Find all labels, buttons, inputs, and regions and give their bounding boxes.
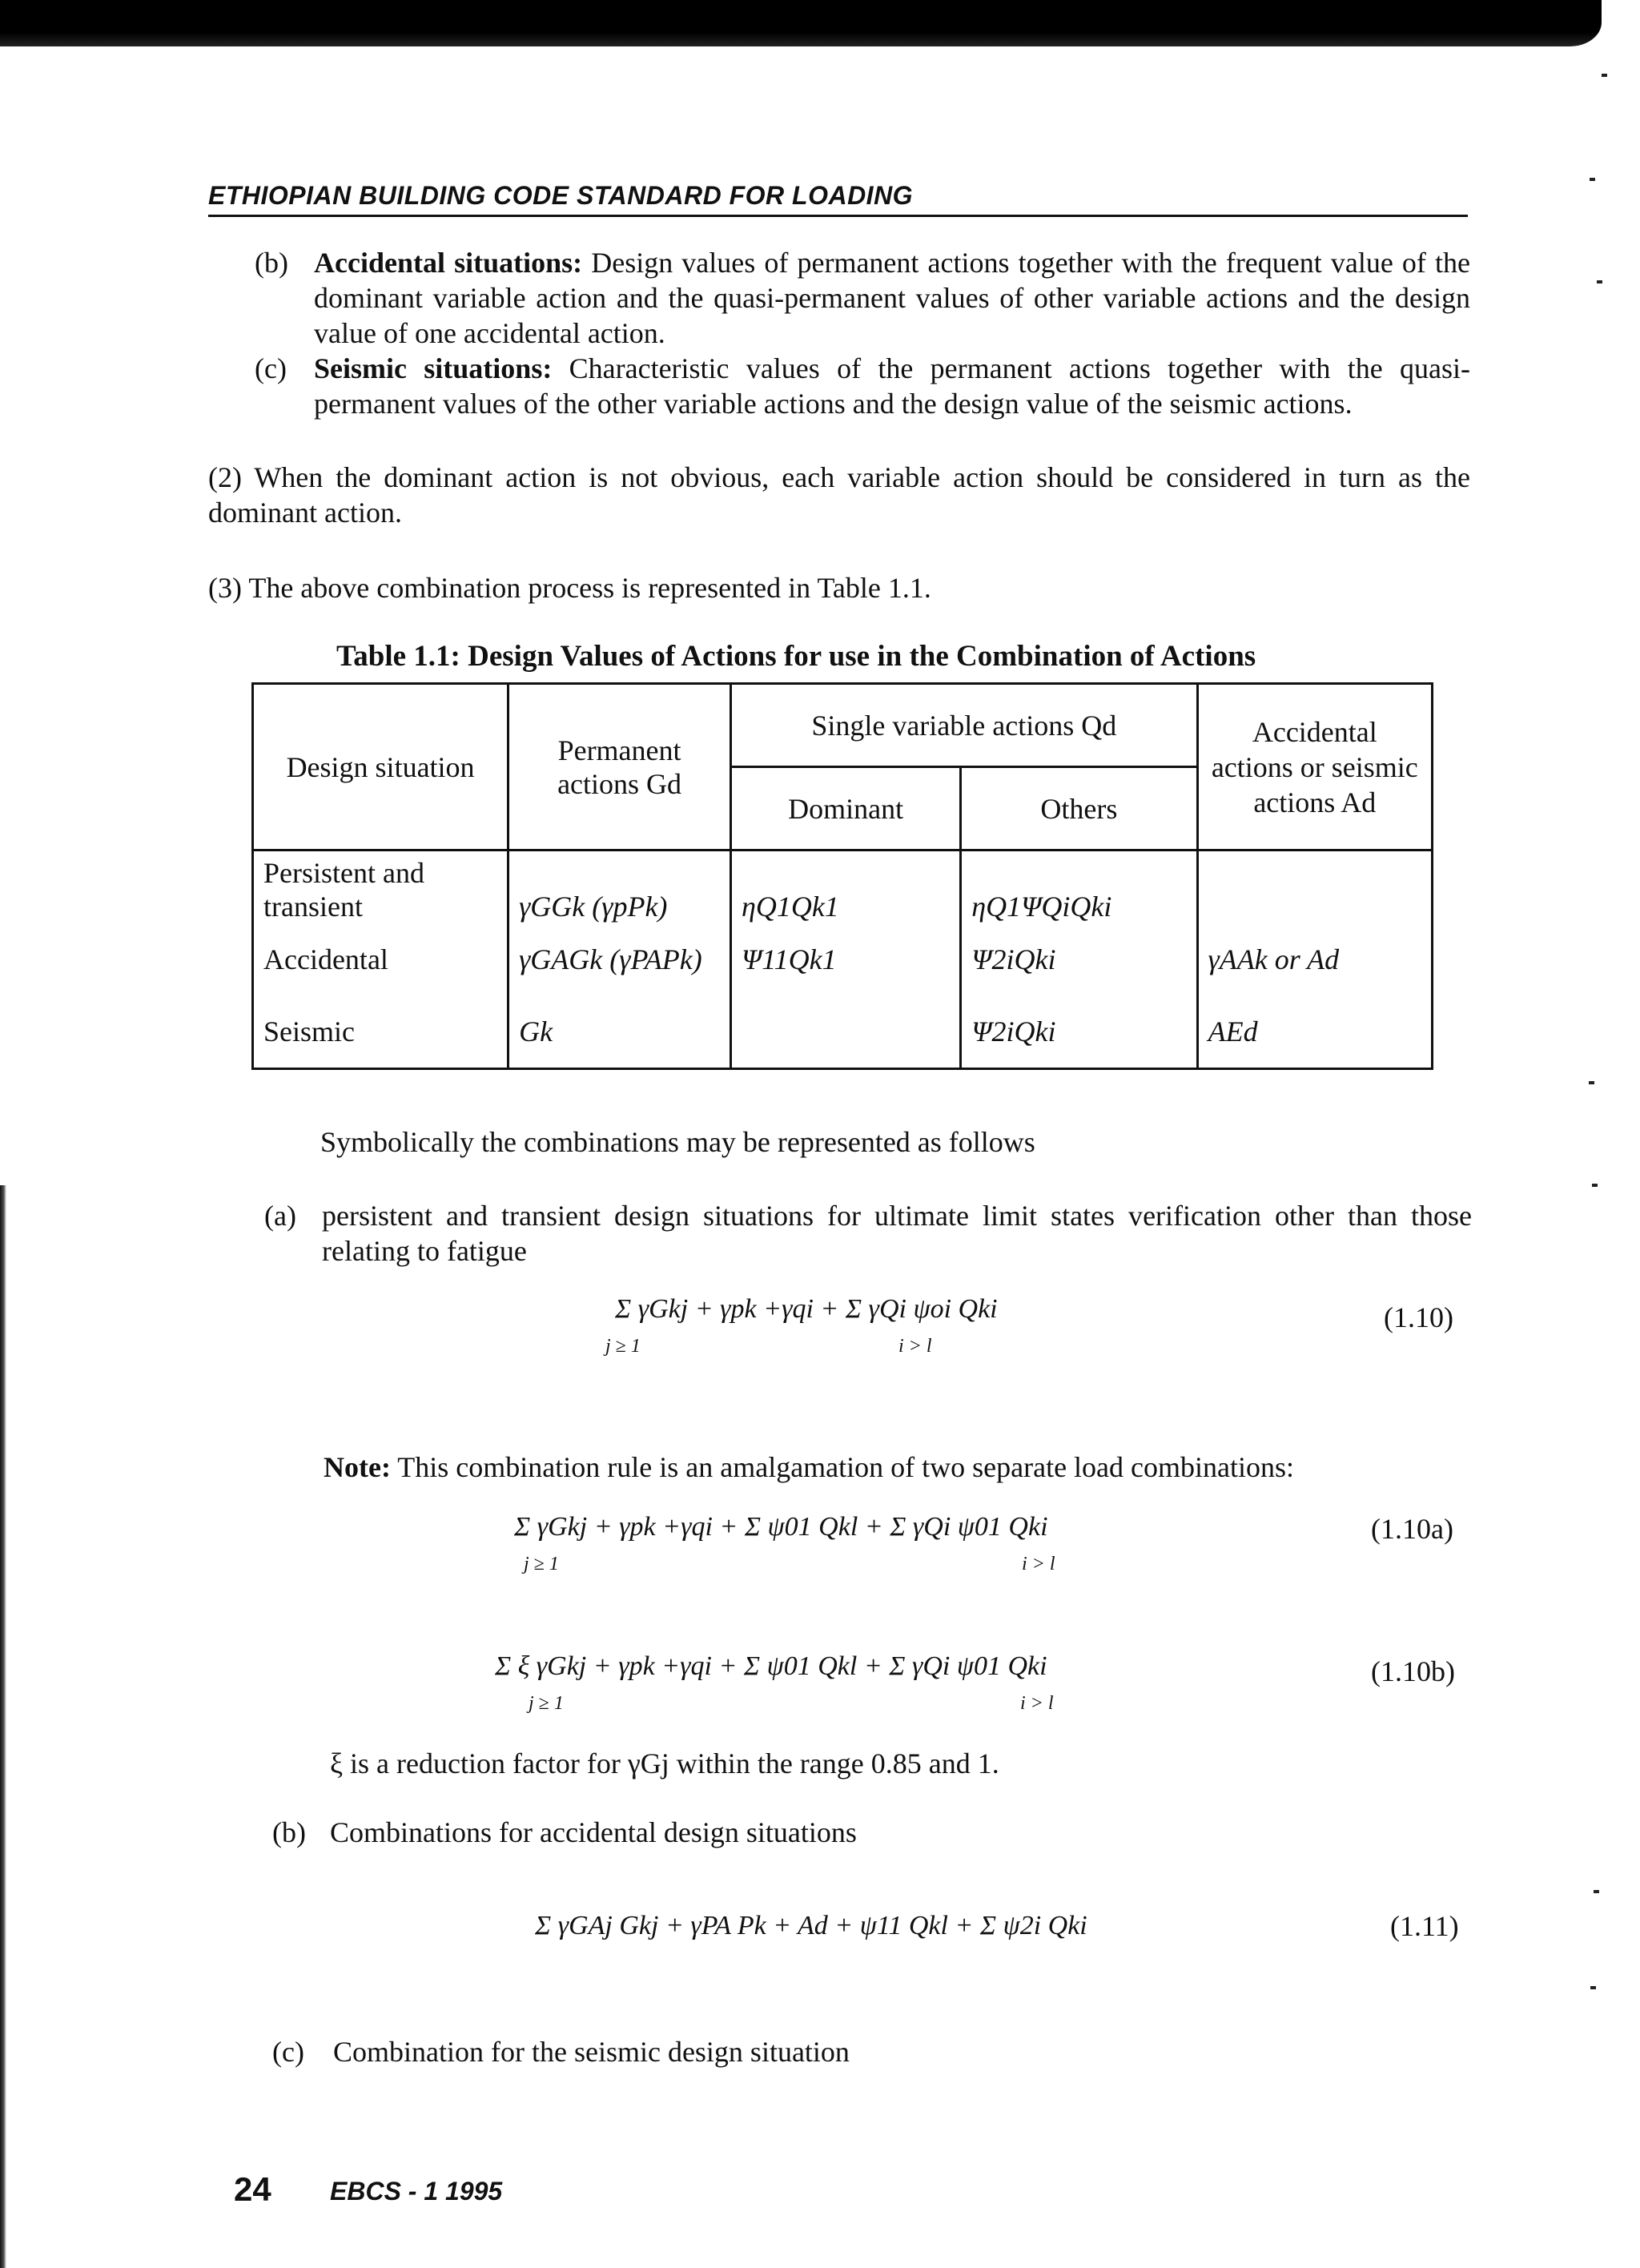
header-others: Others: [961, 767, 1197, 850]
page-number: 24: [234, 2170, 271, 2208]
seismic-situations-text: Characteristic values of the permanent actions together with the quasi-permanent values of the other variable actions and the design value of the seismic actions.: [314, 352, 1470, 420]
dominant-seismic: [742, 995, 950, 1068]
item-label-a: (a): [264, 1200, 296, 1232]
scan-speck: [1597, 280, 1602, 284]
xi-definition: ξ is a reduction factor for γGj within the range 0.85 and 1.: [330, 1747, 999, 1779]
accidental-situations-text: Design values of permanent actions together with the frequent value of the dominant variable action and the quasi-permanent values of other variable actions and the design value of one accidental action.: [314, 247, 1471, 349]
dominant-persistent: ηQ1Qk1: [741, 891, 839, 923]
permanent-persistent: γGGk (γpPk): [519, 891, 668, 923]
item-label-b: (b): [255, 247, 288, 279]
header-dominant: Dominant: [730, 767, 960, 850]
row-persistent-transient: Persistent and transient: [263, 857, 424, 923]
note-text: This combination rule is an amalgamation of two separate load combinations:: [390, 1451, 1295, 1483]
equation-number-1-10b: (1.10b): [1371, 1655, 1455, 1687]
equation-1-11: Σ γGAj Gkj + γPA Pk + Ad + ψ11 Qkl + Σ ψ2i Qki: [535, 1911, 1087, 1940]
design-values-table: [251, 682, 1433, 1070]
accidental-seismic: AEd: [1208, 1015, 1258, 1048]
seismic-situations-term: Seismic situations:: [314, 352, 553, 384]
equation-1-10b-subscript-i: i > l: [1020, 1693, 1054, 1714]
dominant-accidental: Ψ11Qk1: [741, 943, 837, 975]
scan-speck: [1589, 1081, 1594, 1084]
column-others: [961, 850, 1197, 1069]
paragraph-3: (3) The above combination process is represented in Table 1.1.: [208, 572, 931, 604]
column-dominant: [730, 850, 960, 1069]
item-c-text: Combination for the seismic design situation: [333, 2036, 850, 2068]
item-label-c-combination: (c): [272, 2036, 304, 2068]
column-design-situation: [253, 850, 508, 1069]
permanent-accidental: γGAGk (γPAPk): [519, 943, 702, 975]
equation-1-10a-subscript-i: i > l: [1022, 1554, 1055, 1574]
symbolic-intro: Symbolically the combinations may be represented as follows: [320, 1126, 1035, 1158]
header-rule: [208, 215, 1468, 217]
accidental-situations-paragraph: [314, 245, 1470, 351]
column-permanent: [508, 850, 731, 1069]
equation-1-10: Σ γGkj + γpk +γqi + Σ γQi ψoi Qki: [615, 1294, 998, 1324]
scan-speck: [1590, 178, 1595, 181]
footer-code: EBCS - 1 1995: [330, 2177, 503, 2206]
row-accidental: Accidental: [263, 943, 388, 975]
header-accidental-seismic-actions: Accidental actions or seismic actions Ad: [1197, 684, 1432, 850]
equation-1-10-subscript-i: i > l: [898, 1336, 932, 1357]
item-a-text: persistent and transient design situations for ultimate limit states verification other than those relating to fatigue: [322, 1200, 1472, 1267]
paragraph-2: (2) When the dominant action is not obvious, each variable action should be considered in turn as the dominant action.: [208, 461, 1470, 529]
item-label-c: (c): [255, 352, 287, 384]
item-label-b-combinations: (b): [272, 1816, 306, 1848]
column-accidental: [1197, 850, 1432, 1069]
equation-number-1-10: (1.10): [1384, 1301, 1453, 1333]
accidental-situations-term: Accidental situations:: [314, 247, 583, 279]
header-single-variable-actions: Single variable actions Qd: [730, 684, 1197, 767]
scan-dark-border: [0, 0, 1602, 46]
seismic-situations-paragraph: [314, 351, 1470, 421]
equation-number-1-10a: (1.10a): [1371, 1513, 1453, 1545]
note-label: Note:: [324, 1451, 391, 1483]
scan-speck: [1594, 1890, 1599, 1893]
others-persistent: ηQ1ΨQiQki: [971, 891, 1112, 923]
others-seismic: Ψ2iQki: [971, 1015, 1056, 1048]
equation-1-10b-subscript-j: j ≥ 1: [529, 1693, 564, 1714]
header-design-situation: Design situation: [253, 684, 508, 850]
scan-speck: [1602, 74, 1607, 77]
item-b-text: Combinations for accidental design situations: [330, 1816, 857, 1848]
row-seismic: Seismic: [263, 1015, 355, 1048]
table-title: Table 1.1: Design Values of Actions for use in the Combination of Actions: [336, 640, 1256, 673]
header-permanent-actions: Permanent actions Gd: [508, 684, 731, 850]
equation-1-10a: Σ γGkj + γpk +γqi + Σ ψ01 Qkl + Σ γQi ψ01 Qki: [514, 1512, 1048, 1542]
equation-1-10a-subscript-j: j ≥ 1: [524, 1554, 559, 1574]
note-paragraph: [324, 1450, 1294, 1485]
accidental-accidental: γAAk or Ad: [1208, 943, 1340, 975]
others-accidental: Ψ2iQki: [971, 943, 1056, 975]
running-header: ETHIOPIAN BUILDING CODE STANDARD FOR LOADING: [208, 181, 914, 210]
equation-1-10b: Σ ξ γGkj + γpk +γqi + Σ ψ01 Qkl + Σ γQi ψ01 Qki: [495, 1651, 1047, 1681]
equation-number-1-11: (1.11): [1390, 1910, 1459, 1942]
equation-1-10-subscript-j: j ≥ 1: [605, 1336, 641, 1357]
permanent-seismic: Gk: [519, 1015, 553, 1048]
accidental-persistent: [1208, 851, 1421, 923]
scan-speck: [1592, 1184, 1598, 1187]
scan-speck: [1590, 1986, 1596, 1989]
scan-left-edge: [0, 1185, 6, 2268]
